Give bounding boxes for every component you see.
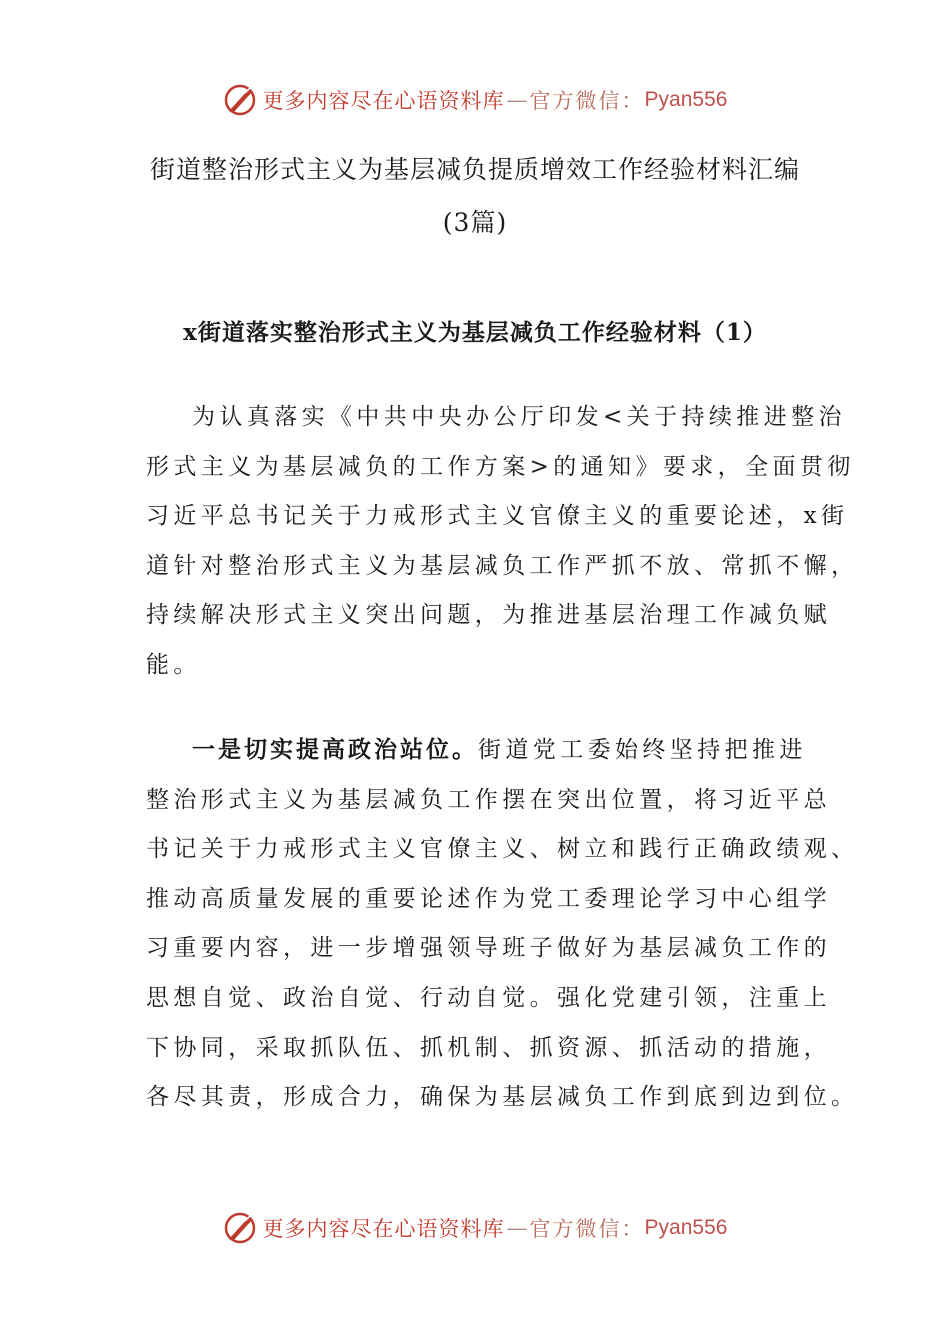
banner-wechat-id: Pyan556 (644, 88, 728, 111)
paragraph-line: 形式主义为基层减负的工作方案>的通知》要求，全面贯彻 (146, 453, 855, 480)
quill-logo-icon (223, 1211, 257, 1245)
paragraph-line: 道针对整治形式主义为基层减负工作严抓不放、常抓不懈， (146, 552, 859, 579)
article-title: x街道落实整治形式主义为基层减负工作经验材料（1） (183, 319, 767, 346)
quill-logo-icon (223, 83, 257, 117)
banner-dash: — (506, 1216, 528, 1240)
intro-paragraph (146, 393, 859, 691)
paragraph-line: 下协同，采取抓队伍、抓机制、抓资源、抓活动的措施， (146, 1034, 831, 1061)
paragraph-line: 推动高质量发展的重要论述作为党工委理论学习中心组学 (146, 885, 831, 912)
paragraph-line: 习重要内容，进一步增强领导班子做好为基层减负工作的 (146, 935, 831, 962)
paragraph-line: 书记关于力戒形式主义官僚主义、树立和践行正确政绩观、 (146, 836, 859, 863)
paragraph-line: 持续解决形式主义突出问题，为推进基层治理工作减负赋 (146, 602, 831, 629)
banner-wechat-id: Pyan556 (644, 1216, 728, 1239)
bottom-watermark-banner (0, 1208, 950, 1248)
paragraph-line: 整治形式主义为基层减负工作摆在突出位置，将习近平总 (146, 786, 831, 813)
section-lead-heading: 一是切实提高政治站位。 (192, 736, 478, 763)
banner-wechat-label: 官方微信： (529, 1217, 645, 1241)
document-title: 街道整治形式主义为基层减负提质增效工作经验材料汇编 (149, 155, 800, 184)
banner-wechat-label: 官方微信： (529, 89, 645, 113)
banner-site-text: 更多内容尽在心语资料库 (262, 89, 505, 113)
top-watermark-banner (0, 80, 950, 120)
section-one-paragraph (146, 725, 859, 1123)
paragraph-line: 为认真落实《中共中央办公厅印发<关于持续推进整治 (192, 404, 846, 430)
banner-dash: — (506, 88, 528, 112)
paragraph-line: 能。 (146, 651, 201, 678)
document-title-count: (3篇) (442, 208, 508, 237)
paragraph-line: 思想自觉、政治自觉、行动自觉。强化党建引领，注重上 (146, 984, 831, 1011)
paragraph-first-line-rest: 街道党工委始终坚持把推进 (478, 737, 807, 763)
paragraph-line: 各尽其责，形成合力，确保为基层减负工作到底到边到位。 (146, 1084, 859, 1111)
paragraph-first-line (146, 725, 807, 776)
banner-site-text: 更多内容尽在心语资料库 (262, 1217, 505, 1241)
paragraph-line: 习近平总书记关于力戒形式主义官僚主义的重要论述，x街 (146, 503, 849, 530)
